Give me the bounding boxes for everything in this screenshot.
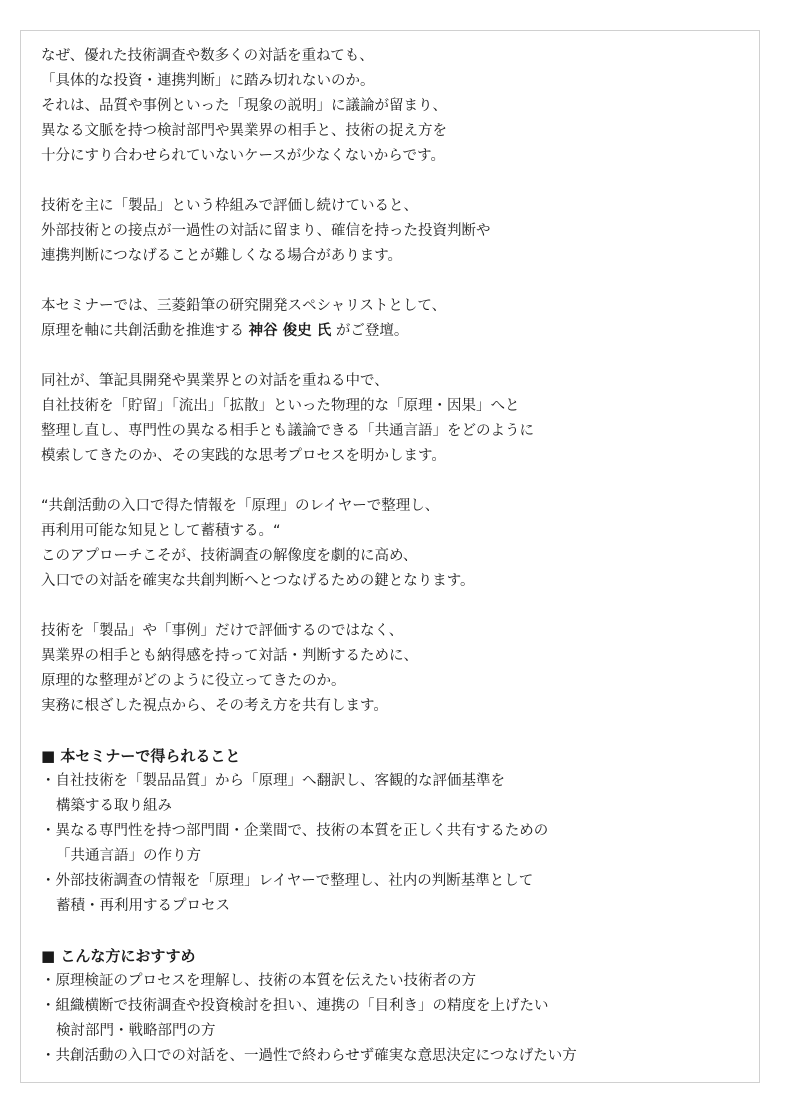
text-line: 異なる文脈を持つ検討部門や異業界の相手と、技術の捉え方を — [41, 123, 447, 139]
text-line: 本セミナーでは、三菱鉛筆の研究開発スペシャリストとして、 — [41, 298, 447, 314]
text-line: 整理し直し、専門性の異なる相手とも議論できる「共通言語」をどのように — [41, 423, 534, 439]
text-line: 同社が、筆記具開発や異業界との対話を重ねる中で、 — [41, 373, 389, 389]
section-heading-audience: ■ こんな方におすすめ — [41, 947, 196, 965]
speaker-name: 神谷 俊史 氏 — [248, 323, 332, 339]
text-line: なぜ、優れた技術調査や数多くの対話を重ねても、 — [41, 48, 374, 64]
text-line: 異業界の相手とも納得感を持って対話・判断するために、 — [41, 648, 418, 664]
text-line: このアプローチこそが、技術調査の解像度を劇的に高め、 — [41, 548, 418, 564]
quote-line: 再利用可能な知見として蓄積する。“ — [41, 523, 281, 539]
text-line: 技術を「製品」や「事例」だけで評価するのではなく、 — [41, 623, 404, 639]
text-line: 連携判断につなげることが難しくなる場合があります。 — [41, 248, 403, 264]
section-heading-benefits: ■ 本セミナーで得られること — [41, 747, 241, 765]
text-line: 模索してきたのか、その実践的な思考プロセスを明かします。 — [41, 448, 446, 464]
text-span: がご登壇。 — [331, 323, 409, 339]
paragraph-gap — [41, 919, 741, 944]
text-line: 実務に根ざした視点から、その考え方を共有します。 — [41, 698, 388, 714]
paragraph-gap — [41, 169, 741, 194]
bullet-item: ・共創活動の入口での対話を、一過性で終わらせず確実な意思決定につなげたい方 — [41, 1048, 577, 1064]
text-line: 「具体的な投資・連携判断」に踏み切れないのか。 — [41, 73, 375, 89]
paragraph-gap — [41, 344, 741, 369]
text-line: 原理的な整理がどのように役立ってきたのか。 — [41, 673, 346, 689]
paragraph-gap — [41, 469, 741, 494]
quote-line: “共創活動の入口で得た情報を「原理」のレイヤーで整理し、 — [41, 498, 440, 514]
bullet-item: ・組織横断で技術調査や投資検討を担い、連携の「目利き」の精度を上げたい — [41, 998, 549, 1014]
text-span: 原理を軸に共創活動を推進する — [41, 323, 249, 339]
bullet-continuation: 構築する取り組み — [56, 798, 172, 814]
bullet-item: ・異なる専門性を持つ部門間・企業間で、技術の本質を正しく共有するための — [41, 823, 549, 839]
text-line: 入口での対話を確実な共創判断へとつなげるための鍵となります。 — [41, 573, 475, 589]
bullet-item: ・自社技術を「製品品質」から「原理」へ翻訳し、客観的な評価基準を — [41, 773, 505, 789]
text-line: それは、品質や事例といった「現象の説明」に議論が留まり、 — [41, 98, 447, 114]
bullet-item: ・外部技術調査の情報を「原理」レイヤーで整理し、社内の判断基準として — [41, 873, 534, 889]
paragraph-gap — [41, 719, 741, 744]
paragraph-gap — [41, 269, 741, 294]
text-line: 十分にすり合わせられていないケースが少なくないからです。 — [41, 148, 445, 164]
bullet-continuation: 「共通言語」の作り方 — [56, 848, 201, 864]
bullet-item: ・原理検証のプロセスを理解し、技術の本質を伝えたい技術者の方 — [41, 973, 476, 989]
text-line: 技術を主に「製品」という枠組みで評価し続けていると、 — [41, 198, 418, 214]
paragraph-gap — [41, 594, 741, 619]
text-line: 外部技術との接点が一過性の対話に留まり、確信を持った投資判断や — [41, 223, 491, 239]
bullet-continuation: 蓄積・再利用するプロセス — [56, 898, 230, 914]
text-line: 自社技術を「貯留」「流出」「拡散」といった物理的な「原理・因果」へと — [41, 398, 520, 414]
bullet-continuation: 検討部門・戦略部門の方 — [56, 1023, 216, 1039]
seminar-description — [41, 44, 741, 1069]
speaker-line — [41, 319, 741, 344]
